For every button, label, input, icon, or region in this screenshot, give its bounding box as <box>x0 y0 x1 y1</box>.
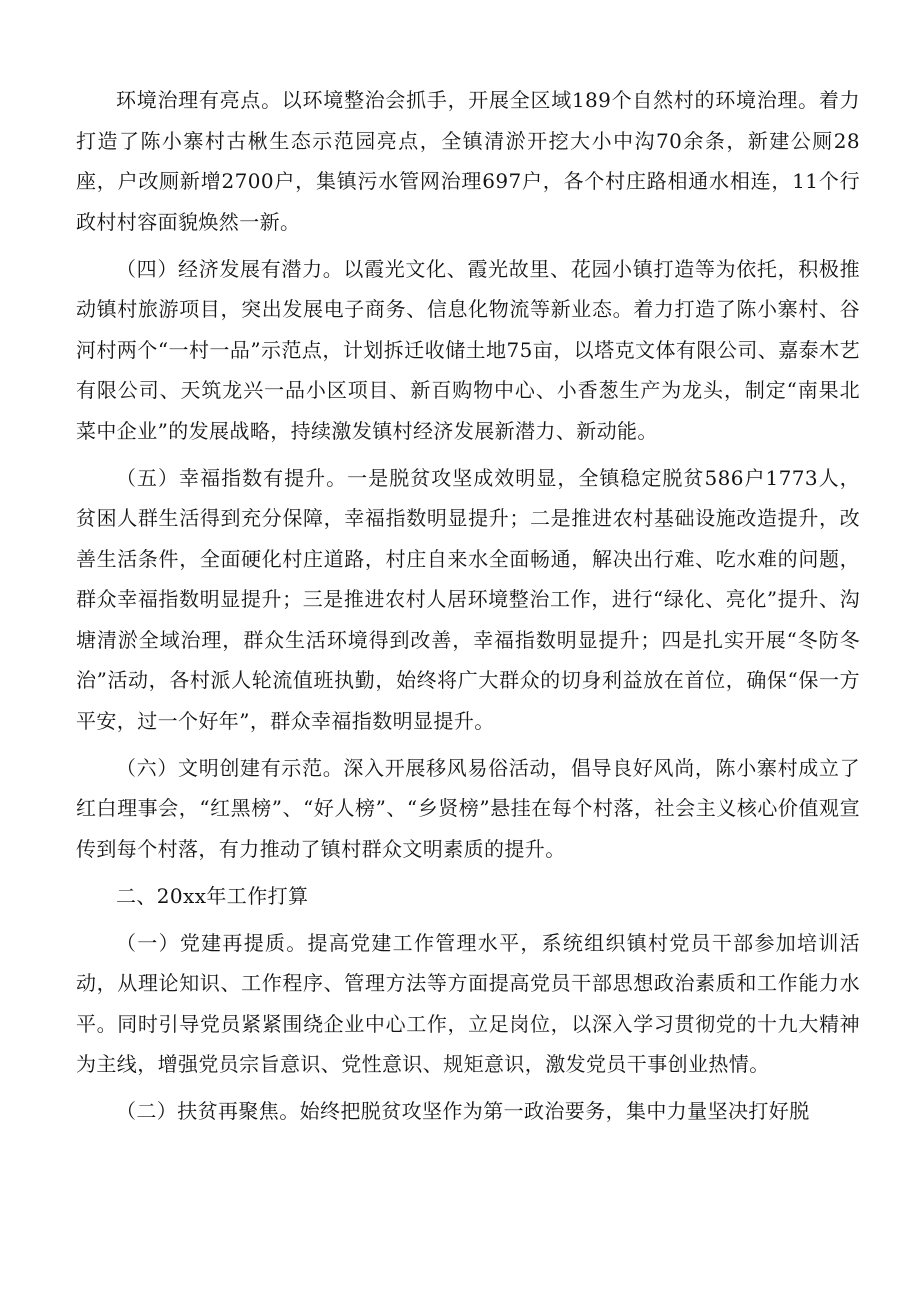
paragraph-party-building: （一）党建再提质。提高党建工作管理水平，系统组织镇村党员干部参加培训活动，从理论知识、工作程序、管理方法等方面提高党员干部思想政治素质和工作能力水平。同时引导党员紧紧围绕企业中心工作，立足岗位，以深入学习贯彻党的十九大精神为主线，增强党员宗旨意识、党性意识、规矩意识，激发党员干事创业热情。 <box>76 930 860 1076</box>
paragraph-poverty: （二）扶贫再聚焦。始终把脱贫攻坚作为第一政治要务，集中力量坚决打好脱 <box>116 1099 810 1123</box>
section-heading: 二、20xx年工作打算 <box>116 883 309 908</box>
document-body <box>76 80 860 1138</box>
paragraph-civilization: （六）文明创建有示范。深入开展移风易俗活动，倡导良好风尚，陈小寨村成立了红白理事会，“红黑榜”、“好人榜”、“乡贤榜”悬挂在每个村落，社会主义核心价值观宣传到每个村落，有力推动了镇村群众文明素质的提升。 <box>76 755 860 861</box>
paragraph-economy: （四）经济发展有潜力。以霞光文化、霞光故里、花园小镇打造等为依托，积极推动镇村旅游项目，突出发展电子商务、信息化物流等新业态。着力打造了陈小寨村、谷河村两个“一村一品”示范点，计划拆迁收储土地75亩，以塔克文体有限公司、嘉泰木艺有限公司、天筑龙兴一品小区项目、新百购物中心、小香葱生产为龙头，制定“南果北菜中企业”的发展战略，持续激发镇村经济发展新潜力、新动能。 <box>76 256 860 443</box>
paragraph-environment: 环境治理有亮点。以环境整治会抓手，开展全区域189个自然村的环境治理。着力打造了陈小寨村古楸生态示范园亮点，全镇清淤开挖大小中沟70余条，新建公厕28座，户改厕新增2700户，集镇污水管网治理697户，各个村庄路相通水相连，11个行政村村容面貌焕然一新。 <box>76 88 860 234</box>
paragraph-happiness: （五）幸福指数有提升。一是脱贫攻坚成效明显，全镇稳定脱贫586户1773人，贫困人群生活得到充分保障，幸福指数明显提升；二是推进农村基础设施改造提升，改善生活条件，全面硬化村庄道路，村庄自来水全面畅通，解决出行难、吃水难的问题，群众幸福指数明显提升；三是推进农村人居环境整治工作，进行“绿化、亮化”提升、沟塘清淤全域治理，群众生活环境得到改善，幸福指数明显提升；四是扎实开展“冬防冬治”活动，各村派人轮流值班执勤，始终将广大群众的切身利益放在首位，确保“保一方平安，过一个好年”，群众幸福指数明显提升。 <box>76 465 860 733</box>
